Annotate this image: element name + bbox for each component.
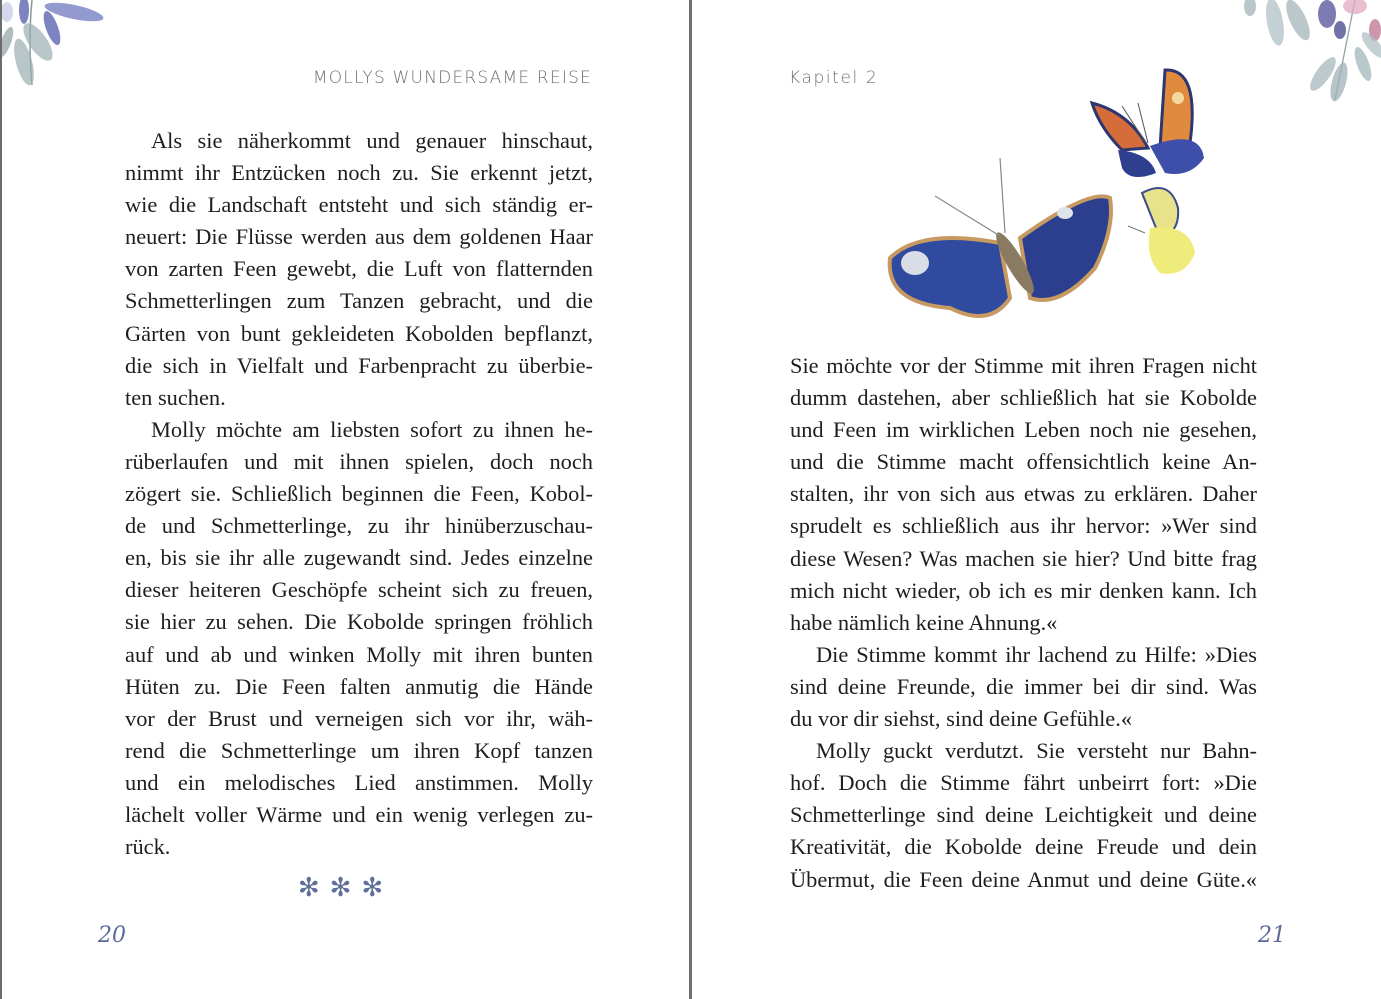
text-line: ten suchen. [125,384,226,410]
text-line: Schmetterlingen zum Tanzen gebracht, und die [125,288,593,314]
orange-butterfly-icon [1092,70,1204,177]
text-line: dumm dastehen, aber schließlich hat sie Kobolde [790,385,1257,411]
text-line: neuert: Die Flüsse werden aus dem goldenen Haar [125,224,593,250]
text-line: Schmetterlinge sind deine Leichtigkeit und deine [790,802,1257,828]
text-line: sie hier zu sehen. Die Kobolde springen fröhlich [125,609,593,635]
text-line: Die Stimme kommt ihr lachend zu Hilfe: »Dies [816,641,1257,667]
left-body-text [125,125,593,863]
text-line: dieser heiteren Geschöpfe scheint sich zu freuen, [125,577,593,603]
text-line: lächelt voller Wärme und ein wenig verlegen zu- [125,801,593,827]
section-break-asterisks-icon: ✻✻✻ [297,873,394,903]
text-line: sprudelt es schließlich aus ihr hervor: »Wer sind [790,513,1257,539]
text-line: wie die Landschaft entsteht und sich ständig er- [125,192,593,218]
running-head-book-title: MOLLYS WUNDERSAME REISE [312,68,592,88]
right-body-text [790,350,1257,896]
text-line: habe nämlich keine Ahnung.« [790,609,1058,635]
paragraph [790,350,1257,639]
text-line: nimmt ihr Entzücken noch zu. Sie erkennt jetzt, [125,160,593,186]
text-line: rend die Schmetterlinge um ihren Kopf tanzen [125,737,593,763]
text-line: de und Schmetterlinge, zu ihr hinüberzuschau- [125,513,593,539]
left-page [2,0,689,999]
text-line: hof. Doch die Stimme fährt unbeirrt fort: »Die [790,770,1257,796]
yellow-butterfly-icon [1128,188,1195,274]
text-line: diese Wesen? Was machen sie hier? Und bitte frag [790,545,1257,571]
text-line: stalten, ihr von sich aus etwas zu erklären. Daher [790,481,1257,507]
text-line: Molly möchte am liebsten sofort zu ihnen he- [151,416,593,442]
watercolor-leaves-top-left-icon [2,0,112,100]
right-page [692,0,1381,999]
blue-butterfly-icon [890,158,1111,316]
text-line: zögert sie. Schließlich beginnen die Feen, Kobol- [125,481,593,507]
text-line: Hüten zu. Die Feen falten anmutig die Hände [125,673,593,699]
text-line: sind deine Freunde, die immer bei dir sind. Was [790,673,1257,699]
text-line: vor der Brust und verneigen sich vor ihr, wäh- [125,705,593,731]
text-line: Molly guckt verdutzt. Sie versteht nur Bahn- [816,738,1257,764]
page-number: 21 [1258,923,1286,948]
text-line: du vor dir siehst, sind deine Gefühle.« [790,706,1133,732]
text-line: rüberlaufen und mit ihnen spielen, doch noch [125,448,593,474]
text-line: von zarten Feen gewebt, die Luft von flatternden [125,256,593,282]
paragraph [125,414,593,863]
paragraph [125,125,593,414]
watercolor-butterflies-illustration-icon [860,58,1260,343]
text-line: Sie möchte vor der Stimme mit ihren Fragen nicht [790,353,1257,378]
page-number: 20 [98,923,126,948]
paragraph [790,639,1257,735]
text-line: mich nicht wieder, ob ich es mir denken kann. Ich [790,577,1257,603]
text-line: Kreativität, die Kobolde deine Freude und dein [790,834,1257,860]
text-line: und Feen im wirklichen Leben noch nie gesehen, [790,417,1257,443]
text-line: und die Stimme macht offensichtlich keine An- [790,449,1257,475]
paragraph [790,735,1257,895]
text-line: Gärten von bunt gekleideten Kobolden bepflanzt, [125,320,593,346]
text-line: auf und ab und winken Molly mit ihren bunten [125,641,593,667]
text-line: en, bis sie ihr alle zugewandt sind. Jedes einzelne [125,545,593,571]
running-head-chapter: Kapitel 2 [789,68,879,88]
text-line: Als sie näherkommt und genauer hinschaut, [151,128,593,153]
text-line: die sich in Vielfalt und Farbenpracht zu überbie- [125,352,593,378]
text-line: und ein melodisches Lied anstimmen. Molly [125,769,593,795]
text-line: rück. [125,834,171,860]
text-line: Übermut, die Feen deine Anmut und deine Güte.« [790,866,1257,892]
